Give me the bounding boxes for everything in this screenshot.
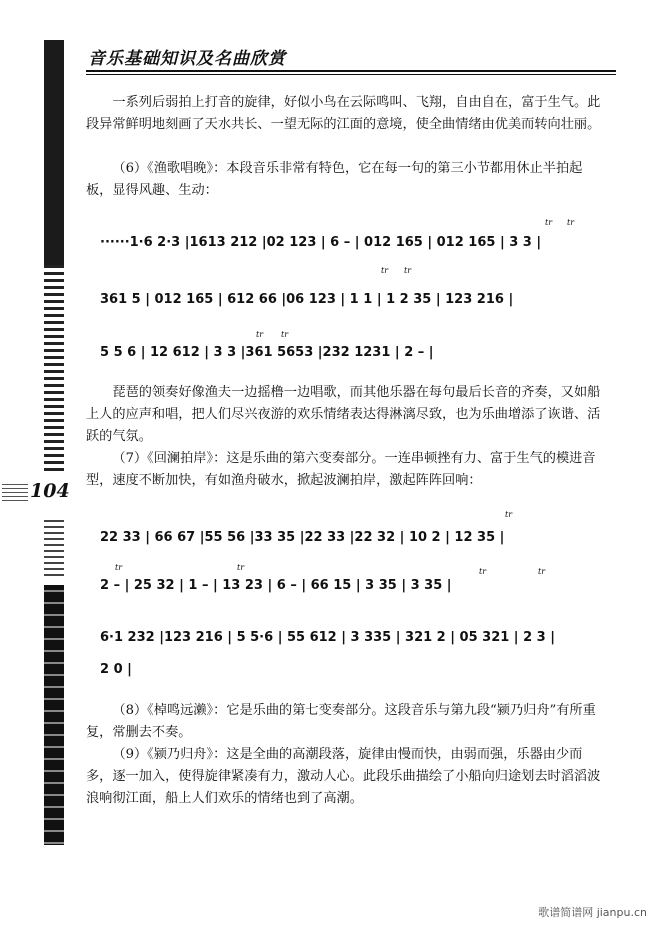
trill-mark: tr	[479, 567, 487, 576]
running-header: 音乐基础知识及名曲欣赏	[88, 49, 286, 69]
paragraph-3: 琵琶的领奏好像渔夫一边摇橹一边唱歌，而其他乐器在每句最后长音的齐奏，又如船上人的应声和唱，把人们尽兴夜游的欢乐情绪表达得淋漓尽致，也为乐曲增添了诙谐、活跃的气氛。	[86, 385, 601, 444]
trill-mark: tr	[115, 563, 123, 572]
trill-mark: tr	[404, 266, 412, 275]
paragraph-4: （7）《回澜拍岸》：这是乐曲的第六变奏部分。一连串顿挫有力、富于生气的模进音型，速度不断加快，有如渔舟破水，掀起波澜拍岸，激起阵阵回响：	[86, 451, 596, 488]
watermark-brand: 歌谱简谱网 jianpu.cn	[538, 906, 647, 919]
score-a-line-1: ······1·6 2·3 |1613 212 |02 123 | 6 – | 012 165 | 012 165 | 3 3 |	[100, 235, 542, 250]
score-b-line-2: 2 – | 25 32 | 1 – | 13 23 | 6 – | 66 15 | 3 35 | 3 35 |	[100, 578, 452, 593]
trill-mark: tr	[237, 563, 245, 572]
paragraph-1: 一系列后弱拍上打音的旋律，好似小鸟在云际鸣叫、飞翔，自由自在，富于生气。此段异常鲜明地刻画了天水共长、一望无际的江面的意境，使全曲情绪由优美而转向壮丽。	[86, 95, 601, 132]
paragraph-6: （9）《颍乃归舟》：这是全曲的高潮段落，旋律由慢而快，由弱而强，乐器由少而多，逐一加入，使得旋律紧凑有力，激动人心。此段乐曲描绘了小船向归途划去时滔滔波浪响彻江面，船上人们欢乐的情绪也到了高潮。	[86, 747, 601, 806]
page-number: 104	[30, 480, 70, 502]
trill-mark: tr	[567, 218, 575, 227]
trill-mark: tr	[538, 567, 546, 576]
trill-mark: tr	[281, 330, 289, 339]
band-stripes	[44, 265, 64, 475]
score-b-line-4: 2 0 |	[100, 662, 132, 677]
score-a-line-2: 361 5 | 012 165 | 612 66 |06 123 | 1 1 | 1 2 35 | 123 216 |	[100, 292, 514, 307]
trill-mark: tr	[256, 330, 264, 339]
trill-mark: tr	[545, 218, 553, 227]
score-b-line-3: 6·1 232 |123 216 | 5 5·6 | 55 612 | 3 335 | 321 2 | 05 321 | 2 3 |	[100, 630, 555, 645]
header-rule	[86, 70, 616, 72]
paragraph-5: （8）《棹鸣远濑》：它是乐曲的第七变奏部分。这段音乐与第九段“颍乃归舟”有所重复，常删去不奏。	[86, 703, 596, 740]
header-rule-thin	[86, 74, 616, 75]
score-a-line-3: 5 5 6 | 12 612 | 3 3 |361 5653 |232 1231 | 2 – |	[100, 345, 434, 360]
paragraph-2: （6）《渔歌唱晚》：本段音乐非常有特色，它在每一句的第三小节都用休止半拍起板，显得风趣、生动：	[86, 161, 583, 198]
band-low-stripes	[44, 585, 64, 845]
band-dark-block	[44, 40, 64, 265]
trill-mark: tr	[505, 510, 513, 519]
score-b-line-1: 22 33 | 66 67 |55 56 |33 35 |22 33 |22 32 | 10 2 | 12 35 |	[100, 530, 505, 545]
band-mid-stripes	[44, 520, 64, 580]
trill-mark: tr	[381, 266, 389, 275]
